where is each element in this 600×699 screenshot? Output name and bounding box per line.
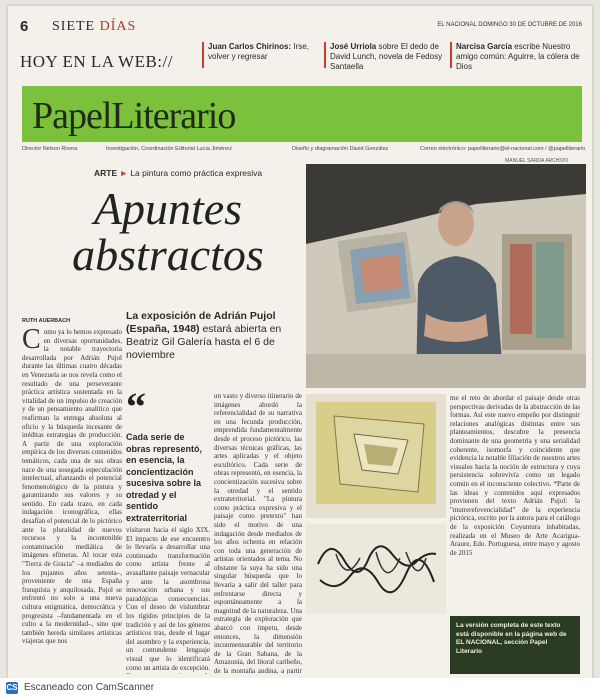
web-teaser[interactable]: Juan Carlos Chirinos: Irse, volver y regresar xyxy=(208,42,328,62)
painting-linear xyxy=(306,524,446,614)
newspaper-page: 6 SIETE DÍAS EL NACIONAL DOMINGO 30 DE OCTUBRE DE 2016 HOY EN LA WEB:// Juan Carlos Chirinos: Irse, volver y regresar José Urriola sobre El dedo de David Lunch, novela de Fedosy Santaella Narcisa García escribe Nuestro amigo común: Aguirre, la cólera de Dios PapelLiterario Director Nelson Rivera Investigación, Coordinación Editorial Lucía Jiménez Diseño y diagramación David González Correo electrónico: papelliterario@el-nacional.com / @papelliterario MANUEL SARDA ARCHIVO ARTE ► La pintura como práctica expresiva Apuntes abstractos RUTH AUERBACH La exposición de Adrián Pujol (España, 1948) estará abierta en Beatriz Gil Galería hasta el 6 de noviembre Como ya lo hemos expresado en diversas oportunidades, la notable trayectoria desarrollada por Adrián Pujol durante las últimas cuatro décadas en Venezuela se nos revela como el resultado de una perseverante práctica artística sustentada en la vitalidad de un impulso de creación y de un pensamiento analítico que reafirman la entrega absoluta al oficio y la búsqueda incesante de inéditas estrategias de producción. A partir de una exploración empírica de los diversos contenidos temáticos, cada una de sus obras nace de una sosegada especulación intelectual, afianzando el potencial fenomenológico de la pintura y garantizando sus valores y su sentido. En cada trazo, en cada indagación iconográfica, ellas desafían el potencial de lo pictórico ante la pluralidad de nuevos recursos y la incontenible contaminación mediática de imágenes efímeras. Al tocar esta "Tierra de Gracia" –a mediados de los pujantes años setenta–, proveniente de una España franquista y anquilosada, Pujol se enfrentó no solo a una nueva cultura enigmática, democrática y progresista –fundamentada en el culto a la modernidad–, sino que también hereda similares artísticas viajeras que nos “ Cada serie de obras representó, en esencia, la concientización sucesiva sobre la otredad y el sentido extraterritorial visitaron hacia el siglo XIX. El impacto de ese encuentro lo llevaría a desarrollar una continuado transformación como artista frente al avasallante paisaje vernacular y ante la asombrosa innovación urbana y sus paradójicas consecuencias. Con el deseo de vislumbrar los rígidos principios de la tradición y así de los géneros artísticos tras, desde el lugar del asombro y la experiencia, un contundente lenguaje visual que lo identificará como un artista de excepción. un vasto y diverso itinerario de imágenes abordó la referencialidad de su narrativa en una fecunda producción, emprendida fundamentalmente desde el proceso pictórico, las diversas técnicas gráficas, las artes aplicadas y el objeto escultórico. Cada serie de obras representó, en esencia, la concientización sucesiva sobre la otredad y el sentido extraterritorial. "La pintura como práctica expresiva y el paisaje como pretexto" han sido el motivo de una indagación desde mediados de los años ochenta en relación con toda una generación de artistas orientados al tema. No obstante la suya ha sido una singular búsqueda que lo llevaría a salir del taller para enfrentarse directa y espontáneamente a la magnitud de la naturaleza. Una estrategia de exploración que abarcó con ímpetu, desde entonces, la dimensión inconmensurable del territorio de la Gran Sabana, de la Amazonía, del litoral caribeño, de la montaña andina, a partir me el reto de abordar el paisaje desde otras perspectivas derivadas de la abstracción de las formas. Así este nuevo empeño por distinguir relaciones analógicas distintas entre sus planteamientos, descubre la presencia dominante de una geometría y una serialidad coherente, isomorfa y coincidente que evidencia la notable filiación de nuestros artes visuales hacia la noción de estructura y cuya persistencia sobrevivía como un legado común en el inconsciente colectivo. *Parte de las ideas y contenidos aquí expresados provienen del texto Adrián Pujol: la "mutrerefevencialidad" de la experiencia pictórica, escrito por la autora para el catálogo de la exposición Coyuntura inhabitadas, realizada en el Museo de Arte Acarigua-Araure, Edo. Portuguesa, entre mayo y agosto de 2015 La versión completa de este texto está disponible en la página web de EL NACIONAL, sección Papel Literario xyxy=(8,6,592,678)
quote-mark-icon: “ xyxy=(126,384,146,429)
scanner-label: Escaneado con CamScanner xyxy=(24,682,155,693)
article-deck: La exposición de Adrián Pujol (España, 1948) estará abierta en Beatriz Gil Galería hasta el 6 de noviembre xyxy=(126,310,282,361)
masthead xyxy=(22,86,582,142)
article-headline: Apuntes abstractos xyxy=(72,183,264,280)
web-teaser[interactable]: José Urriola sobre El dedo de David Lunch, novela de Fedosy Santaella xyxy=(330,42,450,72)
body-column-4: me el reto de abordar el paisaje desde otras perspectivas derivadas de la abstracción de las formas. Así este nuevo empeño por distinguir relaciones analógicas distintas entre sus planteamientos, descubre la presencia dominante de una geometría y una serialidad coherente, isomorfa y coincidente que evidencia la notable filiación de nuestros artes visuales hacia la noción de estructura y cuya persistencia sobrevivía como un legado común en el inconsciente colectivo. *Parte de las ideas y contenidos aquí expresados provienen del texto Adrián Pujol: la "mutrerefevencialidad" de la experiencia pictórica, escrito por la autora para el catálogo de la exposición Coyuntura inhabitadas, realizada en el Museo de Arte Acarigua-Araure, Edo. Portuguesa, entre mayo y agosto de 2015 xyxy=(450,394,580,557)
body-column-3: un vasto y diverso itinerario de imágenes abordó la referencialidad de su narrativa en una fecunda producción, emprendida fundamentalmente desde el proceso pictórico, las diversas técnicas gráficas, las artes aplicadas y el objeto escultórico. Cada serie de obras representó, en esencia, la concientización sucesiva sobre la otredad y el sentido extraterritorial. "La pintura como práctica expresiva y el paisaje como pretexto" han sido el motivo de una indagación desde mediados de los años ochenta en relación con toda una generación de artistas orientados al tema. No obstante la suya ha sido una singular búsqueda que lo llevaría a salir del taller para enfrentarse directa y espontáneamente a la magnitud de la naturaleza. Una estrategia de exploración que abarcó con ímpetu, desde entonces, la dimensión inconmensurable del territorio de la Gran Sabana, de la Amazonía, del litoral caribeño, de la montaña andina, a partir xyxy=(214,392,302,674)
scanner-watermark xyxy=(0,678,600,699)
web-info-box: La versión completa de este texto está disponible en la página web de EL NACIONAL, sección Papel Literario xyxy=(450,616,580,674)
section-name: SIETE DÍAS xyxy=(52,19,137,34)
painting-geometric xyxy=(306,394,446,518)
body-column-1: Como ya lo hemos expresado en diversas oportunidades, la notable trayectoria desarrollada por Adrián Pujol durante las últimas cuatro décadas en Venezuela se nos revela como el resultado de una perseverante práctica artística sustentada en la vitalidad de un impulso de creación y de un pensamiento analítico que reafirman la entrega absoluta al oficio y la búsqueda incesante de inéditas estrategias de producción. A partir de una exploración empírica de los diversos contenidos temáticos, cada una de sus obras nace de una sosegada especulación intelectual, afianzando el potencial fenomenológico de la pintura y garantizando sus valores y su sentido. En cada trazo, en cada indagación iconográfica, ellas desafían el potencial de lo pictórico ante la pluralidad de nuevos recursos y la incontenible contaminación mediática de imágenes efímeras. Al tocar esta "Tierra de Gracia" –a mediados de los pujantes años setenta–, proveniente de una España franquista y anquilosada, Pujol se enfrentó no solo a una nueva cultura enigmática, democrática y progresista –fundamentada en el culto a la modernidad–, sino que también hereda similares artísticas viajeras que nos xyxy=(22,328,122,646)
artist-photo-illustration xyxy=(306,164,586,388)
page-number: 6 xyxy=(20,18,29,35)
hoy-en-la-web: HOY EN LA WEB:// xyxy=(20,52,173,71)
article-author: RUTH AUERBACH xyxy=(22,318,71,324)
masthead-title: PapelLiterario xyxy=(32,95,236,137)
camscanner-logo-icon: CS xyxy=(6,683,18,692)
pull-quote: Cada serie de obras representó, en esencia, la concientización sucesiva sobre la otredad y el sentido extraterritorial xyxy=(126,432,203,523)
artist-photo xyxy=(306,164,586,388)
date-line: EL NACIONAL DOMINGO 30 DE OCTUBRE DE 2016 xyxy=(437,22,582,28)
body-column-2: visitaron hacia el siglo XIX. El impacto de ese encuentro lo llevaría a desarrollar una continuado transformación como artista frente al avasallante paisaje vernacular y ante la asombrosa innovación urbana y sus paradójicas consecuencias. Con el deseo de vislumbrar los rígidos principios de la tradición y así de los géneros artísticos tras, desde el lugar del asombro y la experiencia, un contundente lenguaje visual que lo identificará como un artista de excepción. xyxy=(126,526,210,672)
photo-credit: MANUEL SARDA ARCHIVO xyxy=(505,158,568,164)
web-teaser[interactable]: Narcisa García escribe Nuestro amigo común: Aguirre, la cólera de Dios xyxy=(456,42,584,72)
dropcap: C xyxy=(22,328,41,355)
page-header xyxy=(8,6,592,78)
article-kicker: ARTE ► La pintura como práctica expresiva xyxy=(94,168,263,178)
